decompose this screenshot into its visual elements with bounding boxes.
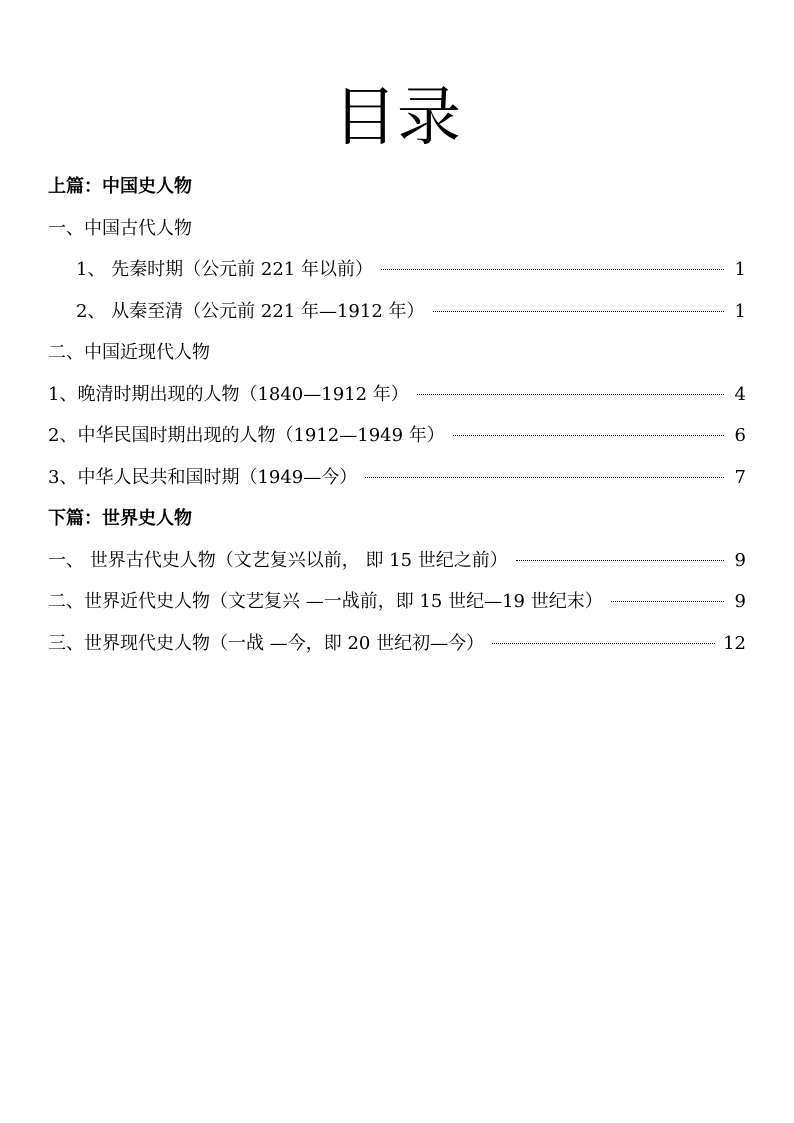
toc-entry-label: 二、世界近代史人物（文艺复兴 —一战前，即 15 世纪—19 世纪末） [48,591,603,612]
toc-entry-4[interactable] [48,415,746,457]
toc-part-1[interactable] [48,166,746,208]
toc-entry-label: 三、世界现代史人物（一战 —今，即 20 世纪初—今） [48,632,485,654]
toc-entry-2[interactable] [48,291,746,333]
toc-entry-label: 2、中华民国时期出现的人物（1912—1949 年） [48,425,445,446]
dot-leader [365,476,724,478]
toc-page-number: 9 [734,591,746,612]
toc-page-number: 1 [734,300,746,322]
toc-page-number: 6 [734,425,746,446]
toc-entry-1[interactable] [48,249,746,291]
toc-section-1[interactable] [48,208,746,250]
toc-entry-label: 1、晚清时期出现的人物（1840—1912 年） [48,383,409,405]
table-of-contents [48,166,746,664]
toc-entry-5[interactable] [48,457,746,499]
toc-part-2[interactable] [48,498,746,540]
dot-leader [417,393,724,395]
toc-entry-7[interactable] [48,581,746,623]
toc-page-number: 12 [723,632,746,654]
toc-entry-label: 2、 从秦至清（公元前 221 年—1912 年） [76,300,425,322]
toc-page-number: 1 [734,259,746,280]
toc-page-number: 7 [734,466,746,488]
dot-leader [453,434,724,436]
toc-section-2[interactable] [48,332,746,374]
toc-entry-3[interactable] [48,374,746,416]
toc-part-label: 上篇：中国史人物 [48,176,192,197]
toc-page-number: 9 [734,549,746,571]
dot-leader [516,559,724,561]
toc-section-label: 二、中国近现代人物 [48,342,210,363]
toc-part-label: 下篇：世界史人物 [48,508,192,529]
toc-entry-label: 1、 先秦时期（公元前 221 年以前） [76,259,373,280]
document-title: 目录 [333,81,461,155]
toc-page-number: 4 [734,383,746,405]
dot-leader [433,310,724,312]
toc-entry-6[interactable] [48,540,746,582]
dot-leader [381,268,724,270]
dot-leader [611,600,724,602]
dot-leader [492,642,715,644]
toc-section-label: 一、中国古代人物 [48,217,192,239]
toc-entry-label: 一、 世界古代史人物（文艺复兴以前， 即 15 世纪之前） [48,549,508,571]
toc-entry-label: 3、中华人民共和国时期（1949—今） [48,466,358,488]
toc-entry-8[interactable] [48,623,746,665]
